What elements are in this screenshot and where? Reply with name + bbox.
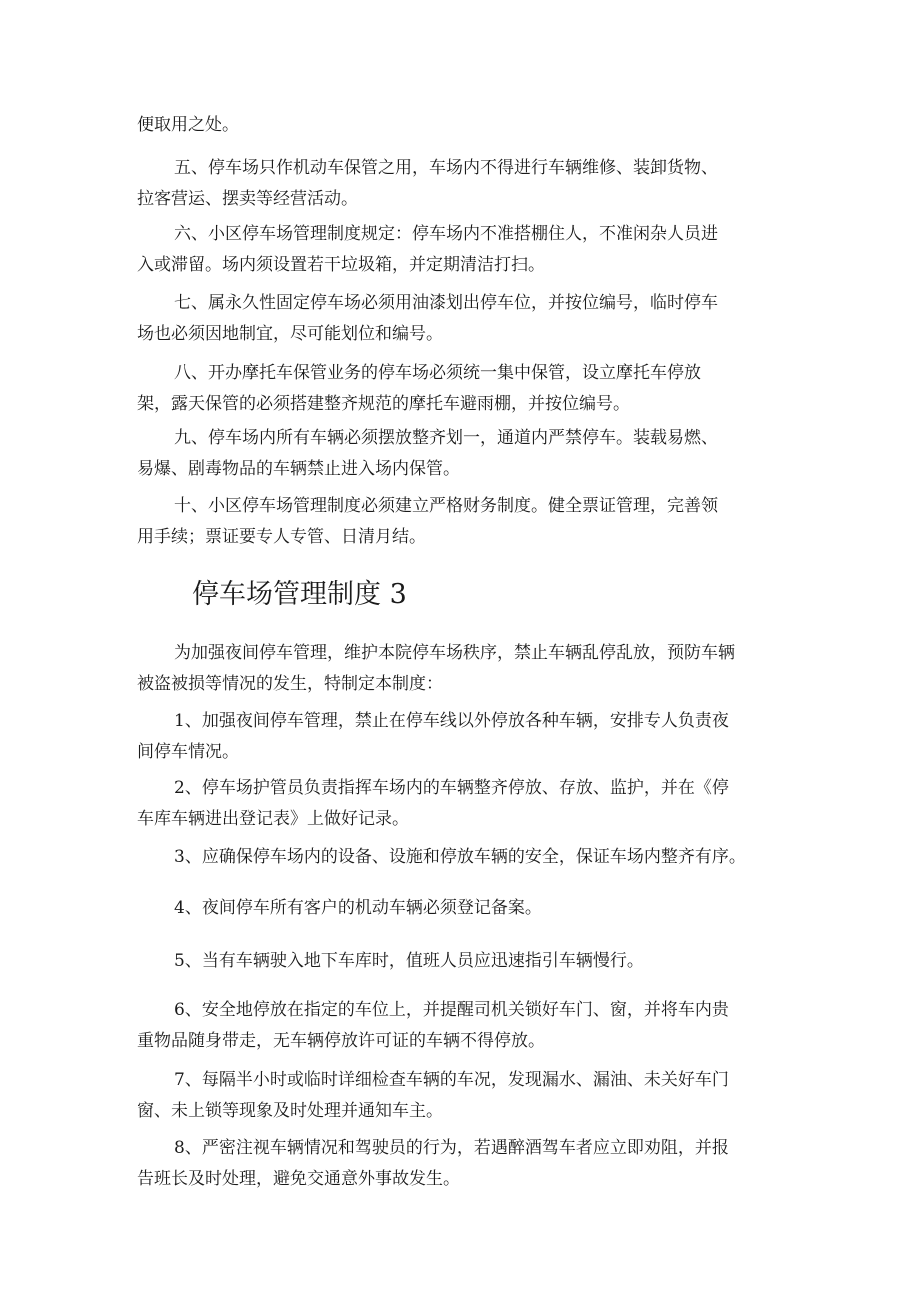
paragraph-rule-9: [137, 423, 797, 485]
paragraph-line: 易爆、剧毒物品的车辆禁止进入场内保管。: [137, 459, 460, 479]
paragraph-line: 九、停车场内所有车辆必须摆放整齐划一，通道内严禁停车。装载易燃、: [174, 428, 718, 448]
paragraph-line: 拉客营运、摆卖等经营活动。: [137, 189, 358, 209]
section-heading: 停车场管理制度 3: [192, 579, 407, 610]
paragraph-item-8: [137, 1133, 797, 1195]
paragraph-item-7: [137, 1065, 797, 1127]
paragraph-rule-10: [137, 491, 797, 553]
paragraph-rule-6: [137, 219, 797, 281]
paragraph-line: 车库车辆进出登记表》上做好记录。: [137, 809, 409, 829]
paragraph-rule-7: [137, 288, 797, 350]
paragraph-line: 5、当有车辆驶入地下车库时，值班人员应迅速指引车辆慢行。: [174, 951, 644, 971]
paragraph-line: 4、夜间停车所有客户的机动车辆必须登记备案。: [174, 898, 542, 918]
paragraph-rule-8: [137, 358, 797, 420]
paragraph-item-6: [137, 995, 797, 1057]
paragraph-line: 2、停车场护管员负责指挥车场内的车辆整齐停放、存放、监护，并在《停: [174, 778, 729, 798]
paragraph-line: 1、加强夜间停车管理，禁止在停车线以外停放各种车辆，安排专人负责夜: [174, 711, 729, 731]
paragraph-item-2: [137, 773, 797, 835]
paragraph-line: 场也必须因地制宜，尽可能划位和编号。: [137, 324, 443, 344]
paragraph-line: 便取用之处。: [137, 115, 239, 135]
paragraph-line: 五、停车场只作机动车保管之用，车场内不得进行车辆维修、装卸货物、: [174, 158, 718, 178]
paragraph-line: 6、安全地停放在指定的车位上，并提醒司机关锁好车门、窗，并将车内贵: [174, 1000, 729, 1020]
paragraph-line: 7、每隔半小时或临时详细检查车辆的车况，发现漏水、漏油、未关好车门: [174, 1070, 729, 1090]
paragraph-line: 六、小区停车场管理制度规定：停车场内不准搭棚住人，不准闲杂人员进: [174, 224, 718, 244]
paragraph-line: 十、小区停车场管理制度必须建立严格财务制度。健全票证管理，完善领: [174, 496, 718, 516]
paragraph-line: 重物品随身带走，无车辆停放许可证的车辆不得停放。: [137, 1031, 545, 1051]
paragraph-line: 被盗被损等情况的发生，特制定本制度：: [137, 674, 443, 694]
paragraph-line: 为加强夜间停车管理，维护本院停车场秩序，禁止车辆乱停乱放，预防车辆: [174, 643, 735, 663]
paragraph-item-3: [137, 842, 797, 873]
paragraph-continuation: [137, 110, 797, 141]
paragraph-line: 入或滞留。场内须设置若干垃圾箱，并定期清洁打扫。: [137, 255, 545, 275]
paragraph-line: 用手续；票证要专人专管、日清月结。: [137, 527, 426, 547]
paragraph-line: 3、应确保停车场内的设备、设施和停放车辆的安全，保证车场内整齐有序。: [174, 847, 746, 867]
paragraph-rule-5: [137, 153, 797, 215]
paragraph-line: 8、严密注视车辆情况和驾驶员的行为，若遇醉酒驾车者应立即劝阻，并报: [174, 1138, 729, 1158]
paragraph-line: 间停车情况。: [137, 742, 239, 762]
paragraph-item-4: [137, 893, 797, 924]
paragraph-intro: [137, 638, 797, 700]
paragraph-line: 七、属永久性固定停车场必须用油漆划出停车位，并按位编号，临时停车: [174, 293, 718, 313]
paragraph-item-5: [137, 946, 797, 977]
paragraph-item-1: [137, 706, 797, 768]
paragraph-line: 窗、未上锁等现象及时处理并通知车主。: [137, 1101, 443, 1121]
paragraph-line: 架，露天保管的必须搭建整齐规范的摩托车避雨棚，并按位编号。: [137, 394, 630, 414]
paragraph-line: 告班长及时处理，避免交通意外事故发生。: [137, 1169, 460, 1189]
paragraph-line: 八、开办摩托车保管业务的停车场必须统一集中保管，设立摩托车停放: [174, 363, 701, 383]
